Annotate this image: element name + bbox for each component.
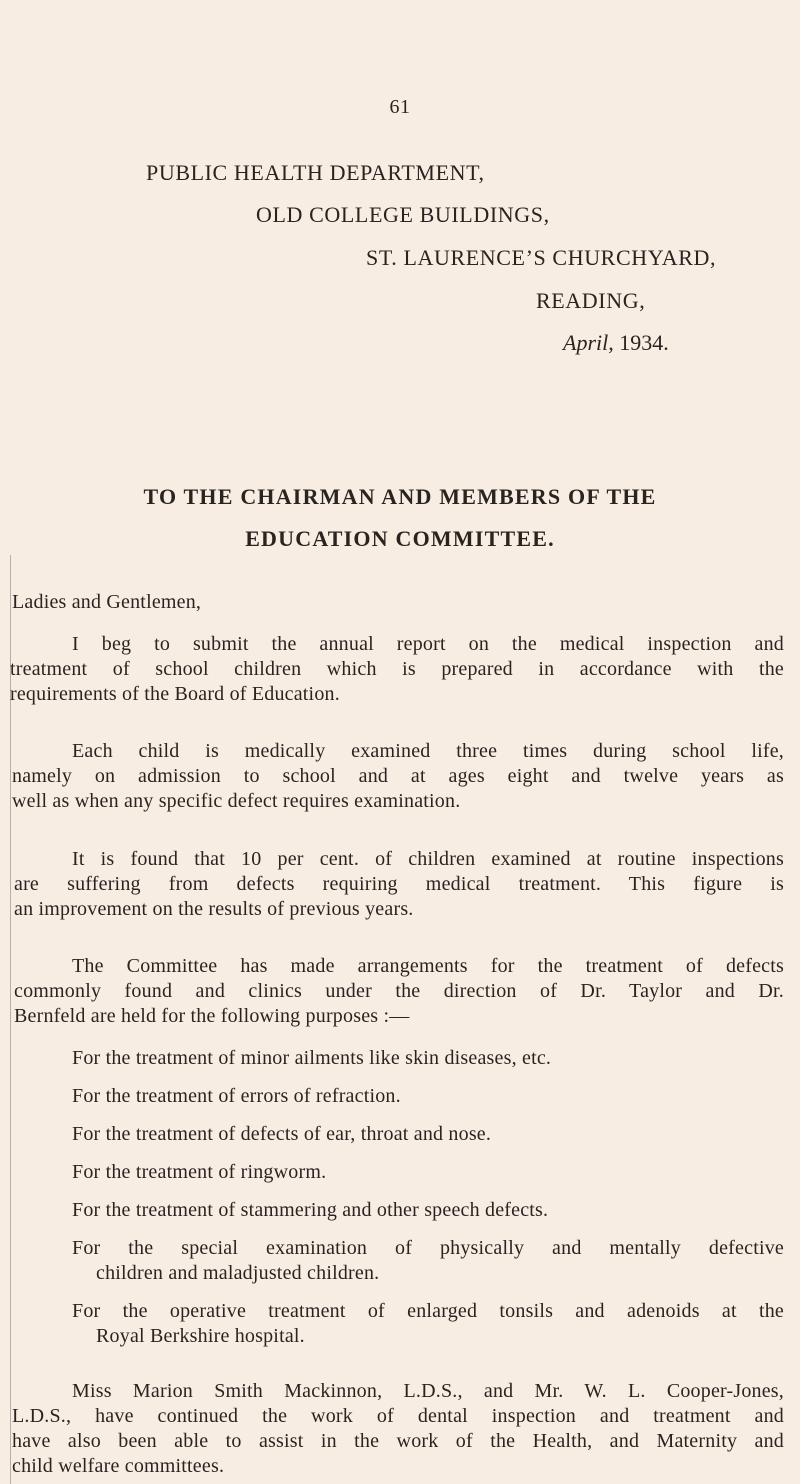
address-town: READING, bbox=[536, 288, 646, 313]
paragraph-1-line-2: treatment of school children which is prepared in accordance with the bbox=[10, 658, 784, 680]
paragraph-4-line-1: The Committee has made arrangements for the treatment of defects bbox=[72, 955, 784, 977]
addressee-heading-line-2: EDUCATION COMMITTEE. bbox=[245, 526, 555, 551]
addressee-heading-line-1: TO THE CHAIRMAN AND MEMBERS OF THE bbox=[143, 484, 657, 509]
purpose-item-7-line-1: For the operative treatment of enlarged tonsils and adenoids at the bbox=[72, 1300, 784, 1322]
address-building: OLD COLLEGE BUILDINGS, bbox=[256, 202, 550, 227]
purpose-item-2: For the treatment of errors of refraction. bbox=[72, 1085, 401, 1107]
paragraph-4-line-3: Bernfeld are held for the following purposes :— bbox=[14, 1005, 410, 1027]
purpose-item-3: For the treatment of defects of ear, throat and nose. bbox=[72, 1123, 492, 1145]
purpose-item-5: For the treatment of stammering and other speech defects. bbox=[72, 1199, 549, 1221]
salutation: Ladies and Gentlemen, bbox=[12, 591, 202, 613]
purpose-item-4: For the treatment of ringworm. bbox=[72, 1161, 327, 1183]
closing-paragraph-line-4: child welfare committees. bbox=[12, 1455, 225, 1477]
paragraph-1-line-1: I beg to submit the annual report on the medical inspection and bbox=[72, 633, 784, 655]
paragraph-2-line-2: namely on admission to school and at ages eight and twelve years as bbox=[12, 765, 784, 787]
paragraph-2-line-3: well as when any specific defect requires examination. bbox=[12, 790, 461, 812]
paragraph-2-line-1: Each child is medically examined three times during school life, bbox=[72, 740, 784, 762]
purpose-item-1: For the treatment of minor ailments like skin diseases, etc. bbox=[72, 1047, 552, 1069]
purpose-item-7-line-2: Royal Berkshire hospital. bbox=[96, 1325, 305, 1347]
closing-paragraph-line-1: Miss Marion Smith Mackinnon, L.D.S., and Mr. W. L. Cooper-Jones, bbox=[72, 1380, 784, 1402]
paragraph-3-line-3: an improvement on the results of previous years. bbox=[14, 898, 414, 920]
address-department: PUBLIC HEALTH DEPARTMENT, bbox=[146, 160, 485, 185]
purpose-item-6-line-2: children and maladjusted children. bbox=[96, 1262, 380, 1284]
letter-date bbox=[563, 330, 669, 356]
paragraph-3-line-2: are suffering from defects requiring medical treatment. This figure is bbox=[14, 873, 784, 895]
date-month: April, bbox=[563, 330, 614, 355]
paragraph-1-line-3: requirements of the Board of Education. bbox=[10, 683, 340, 705]
address-street: ST. LAURENCE’S CHURCHYARD, bbox=[366, 245, 717, 270]
paragraph-3-line-1: It is found that 10 per cent. of children examined at routine inspections bbox=[72, 848, 784, 870]
purpose-item-6-line-1: For the special examination of physically and mentally defective bbox=[72, 1237, 784, 1259]
date-year: 1934. bbox=[619, 330, 669, 355]
closing-paragraph-line-2: L.D.S., have continued the work of dental inspection and treatment and bbox=[12, 1405, 784, 1427]
paragraph-4-line-2: commonly found and clinics under the direction of Dr. Taylor and Dr. bbox=[14, 980, 784, 1002]
closing-paragraph-line-3: have also been able to assist in the work of the Health, and Maternity and bbox=[12, 1430, 784, 1452]
page-number: 61 bbox=[389, 96, 411, 118]
